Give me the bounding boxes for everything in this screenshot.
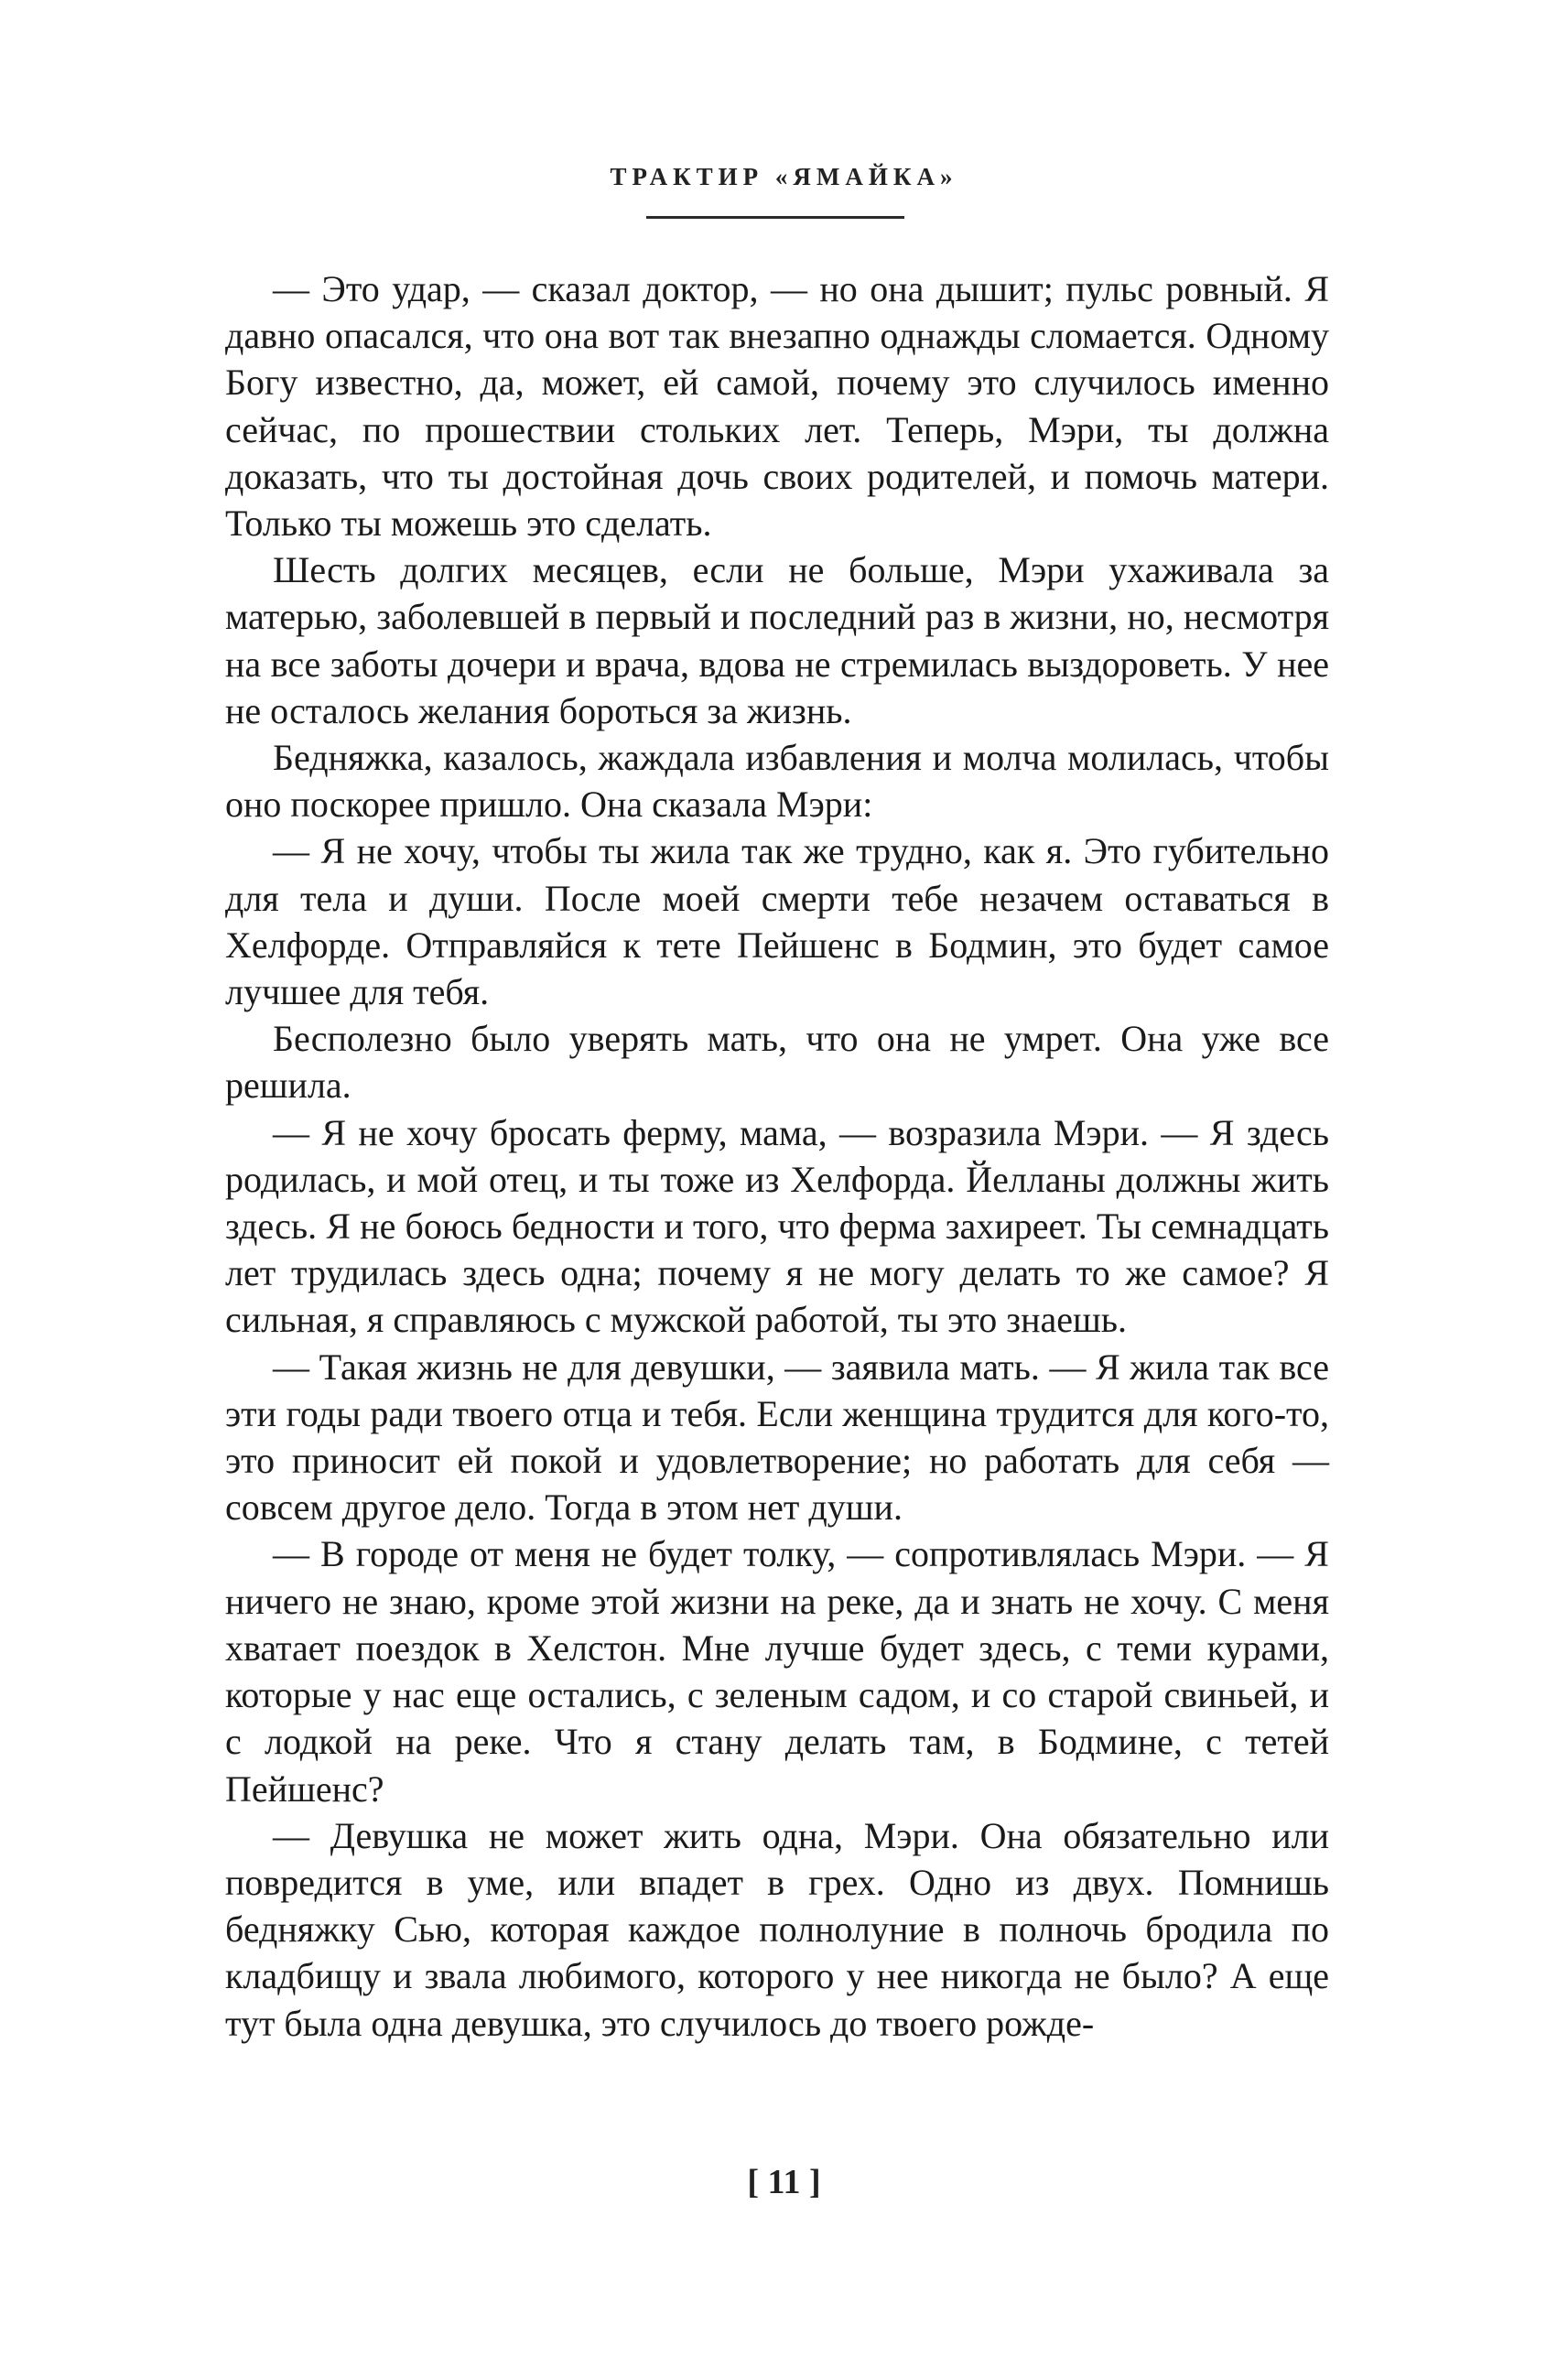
- paragraph: Бесполезно было уверять мать, что она не умрет. Она уже все решила.: [225, 1018, 1329, 1107]
- header-rule: [646, 216, 904, 219]
- paragraph: — Девушка не может жить одна, Мэри. Она обязательно или повредится в уме, или впадет в грех. Одно из двух. Помнишь бедняжку Сью, которая каждое полнолуние в полночь бродила по кладбищу и звала любимого, которого у нее никогда не было? А еще тут была одна девушка, это случилось до твоего рожде-: [225, 1814, 1329, 2044]
- page-number: [ 11 ]: [747, 2163, 821, 2201]
- paragraph: — Я не хочу, чтобы ты жила так же трудно, как я. Это губительно для тела и души. После моей смерти тебе незачем оставаться в Хелфорде. Отправляйся к тете Пейшенс в Бодмин, это будет самое лучшее для тебя.: [225, 830, 1329, 1013]
- paragraph: — Я не хочу бросать ферму, мама, — возразила Мэри. — Я здесь родилась, и мой отец, и ты тоже из Хелфорда. Йелланы должны жить здесь. Я не боюсь бедности и того, что ферма захиреет. Ты семнадцать лет трудилась здесь одна; почему я не могу делать то же самое? Я сильная, я справляюсь с мужской работой, ты это знаешь.: [225, 1111, 1329, 1341]
- paragraph: Шесть долгих месяцев, если не больше, Мэри ухаживала за матерью, заболевшей в первый и последний раз в жизни, но, несмотря на все заботы дочери и врача, вдова не стремилась выздороветь. У нее не осталось желания бороться за жизнь.: [225, 549, 1329, 731]
- paragraph: — В городе от меня не будет толку, — сопротивлялась Мэри. — Я ничего не знаю, кроме этой жизни на реке, да и знать не хочу. С меня хватает поездок в Хелстон. Мне лучше будет здесь, с теми курами, которые у нас еще остались, с зеленым садом, и со старой свиньей, и с лодкой на реке. Что я стану делать там, в Бодмине, с тетей Пейшенс?: [225, 1533, 1329, 1810]
- paragraph: Бедняжка, казалось, жаждала избавления и молча молилась, чтобы оно поскорее пришло. Она сказала Мэри:: [225, 737, 1329, 826]
- body-text: [225, 265, 1329, 2047]
- paragraph: — Такая жизнь не для девушки, — заявила мать. — Я жила так все эти годы ради твоего отца и тебя. Если женщина трудится для кого-то, это приносит ей покой и удовлетворение; но работать для себя — совсем другое дело. Тогда в этом нет души.: [225, 1346, 1329, 1529]
- running-title: ТРАКТИР «ЯМАЙКА»: [610, 163, 958, 190]
- paragraph: — Это удар, — сказал доктор, — но она дышит; пульс ровный. Я давно опасался, что она вот так внезапно однажды сломается. Одному Богу известно, да, может, ей самой, почему это случилось именно сейчас, по прошествии стольких лет. Теперь, Мэри, ты должна доказать, что ты достойная дочь своих родителей, и помочь матери. Только ты можешь это сделать.: [225, 268, 1329, 545]
